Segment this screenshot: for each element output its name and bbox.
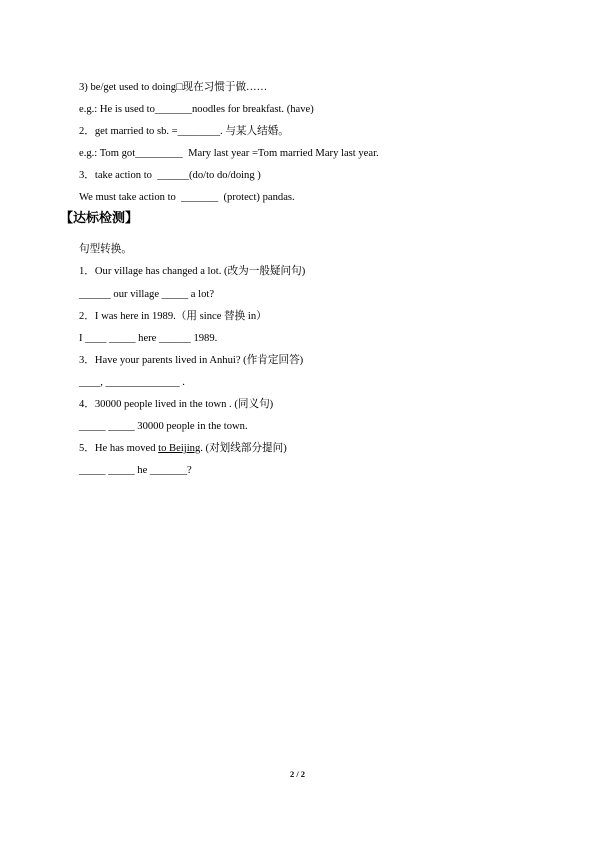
- question-5: [79, 442, 287, 456]
- answer-blank-5: _____ _____ he _______?: [79, 465, 192, 476]
- answer-blank-2: I ____ _____ here ______ 1989.: [79, 333, 218, 344]
- question-5-underlined-part: to Beijing: [158, 443, 201, 454]
- section-instruction: 句型转换。: [79, 244, 132, 255]
- section-heading: 【达标检测】: [60, 211, 139, 226]
- answer-blank-4: _____ _____ 30000 people in the town.: [79, 421, 248, 432]
- question-5-suffix: . (对划线部分提问): [200, 443, 287, 454]
- review-item-get-married: 2．get married to sb. =________. 与某人结婚。: [79, 126, 289, 137]
- review-line-used-to-doing: 3) be/get used to doing□现在习惯于做……: [79, 82, 268, 93]
- question-3: 3．Have your parents lived in Anhui? (作肯定回答): [79, 355, 304, 366]
- review-item-take-action: 3．take action to ______(do/to do/doing ): [79, 170, 261, 181]
- review-example-take-action: We must take action to _______ (protect) pandas.: [79, 192, 295, 203]
- question-4: 4．30000 people lived in the town . (同义句): [79, 399, 274, 410]
- answer-blank-1: ______ our village _____ a lot?: [79, 289, 215, 300]
- page-number: 2 / 2: [289, 769, 306, 779]
- review-example-used-to: e.g.: He is used to_______noodles for breakfast. (have): [79, 104, 314, 115]
- question-1: 1．Our village has changed a lot. (改为一般疑问句): [79, 266, 306, 277]
- question-5-prefix: 5．He has moved: [79, 443, 159, 454]
- answer-blank-3: ____, ______________ .: [79, 377, 185, 388]
- review-example-get-married: e.g.: Tom got_________ Mary last year =Tom married Mary last year.: [79, 148, 379, 159]
- question-2: 2．I was here in 1989.（用 since 替换 in）: [79, 311, 267, 322]
